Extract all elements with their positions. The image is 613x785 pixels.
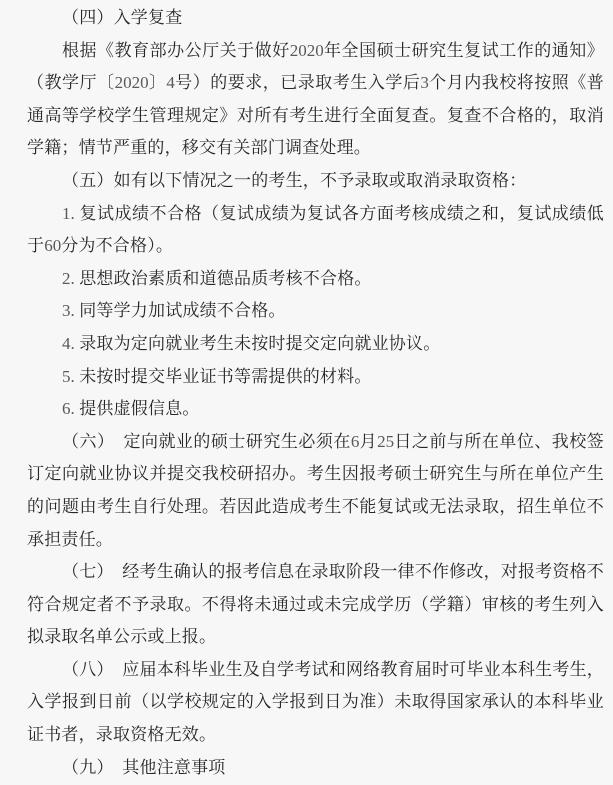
section-5-item-1: 1. 复试成绩不合格（复试成绩为复试各方面考核成绩之和，复试成绩低于60分为不合格）。	[27, 203, 604, 256]
latin-numeral: 5.	[62, 366, 75, 386]
section-5-item-2: 2. 思想政治素质和道德品质考核不合格。	[62, 268, 372, 288]
latin-numeral: 2020	[114, 73, 149, 93]
section-4-body: 根据《教育部办公厅关于做好2020年全国硕士研究生复试工作的通知》（教学厅〔2020〕4号）的要求，已录取考生入学后3个月内我校将按照《普通高等学校学生管理规定》对所有考生进行全面复查。复查不合格的，取消学籍；情节严重的，移交有关部门调查处理。	[27, 40, 604, 158]
latin-numeral: 3.	[62, 301, 75, 321]
latin-numeral: 6.	[62, 399, 75, 419]
section-7-body: （七） 经考生确认的报考信息在录取阶段一律不作修改，对报考资格不符合规定者不予录取。不得将未通过或未完成学历（学籍）审核的考生列入拟录取名单公示或上报。	[27, 562, 604, 647]
section-4-heading: （四）入学复查	[62, 8, 183, 27]
section-8-body: （八） 应届本科毕业生及自学考试和网络教育届时可毕业本科生考生，入学报到日前（以学校规定的入学报到日为准）未取得国家承认的本科毕业证书者，录取资格无效。	[27, 659, 604, 745]
section-5-item-3: 3. 同等学力加试成绩不合格。	[62, 301, 286, 321]
section-5-item-4: 4. 录取为定向就业考生未按时提交定向就业协议。	[62, 333, 441, 353]
latin-numeral: 2.	[62, 268, 75, 288]
latin-numeral: 3	[420, 73, 429, 93]
section-5-item-6: 6. 提供虚假信息。	[62, 399, 200, 419]
section-9-heading: （九） 其他注意事项	[62, 757, 226, 777]
section-5-item-5: 5. 未按时提交毕业证书等需提供的材料。	[62, 366, 372, 386]
section-6-body: （六） 定向就业的硕士研究生必须在6月25日之前与所在单位、我校签订定向就业协议并提交我校研招办。考生因报考硕士研究生与所在单位产生的问题由考生自行处理。若因此造成考生不能复试或无法录取，招生单位不承担责任。	[27, 431, 604, 549]
latin-numeral: 25	[377, 431, 395, 451]
latin-numeral: 4.	[62, 333, 75, 353]
latin-numeral: 2020	[289, 40, 324, 60]
latin-numeral: 6	[350, 431, 360, 451]
section-5-heading: （五）如有以下情况之一的考生，不予录取或取消录取资格：	[62, 170, 527, 190]
latin-numeral: 1.	[62, 203, 75, 223]
latin-numeral: 4	[166, 73, 175, 93]
latin-numeral: 60	[44, 236, 62, 256]
